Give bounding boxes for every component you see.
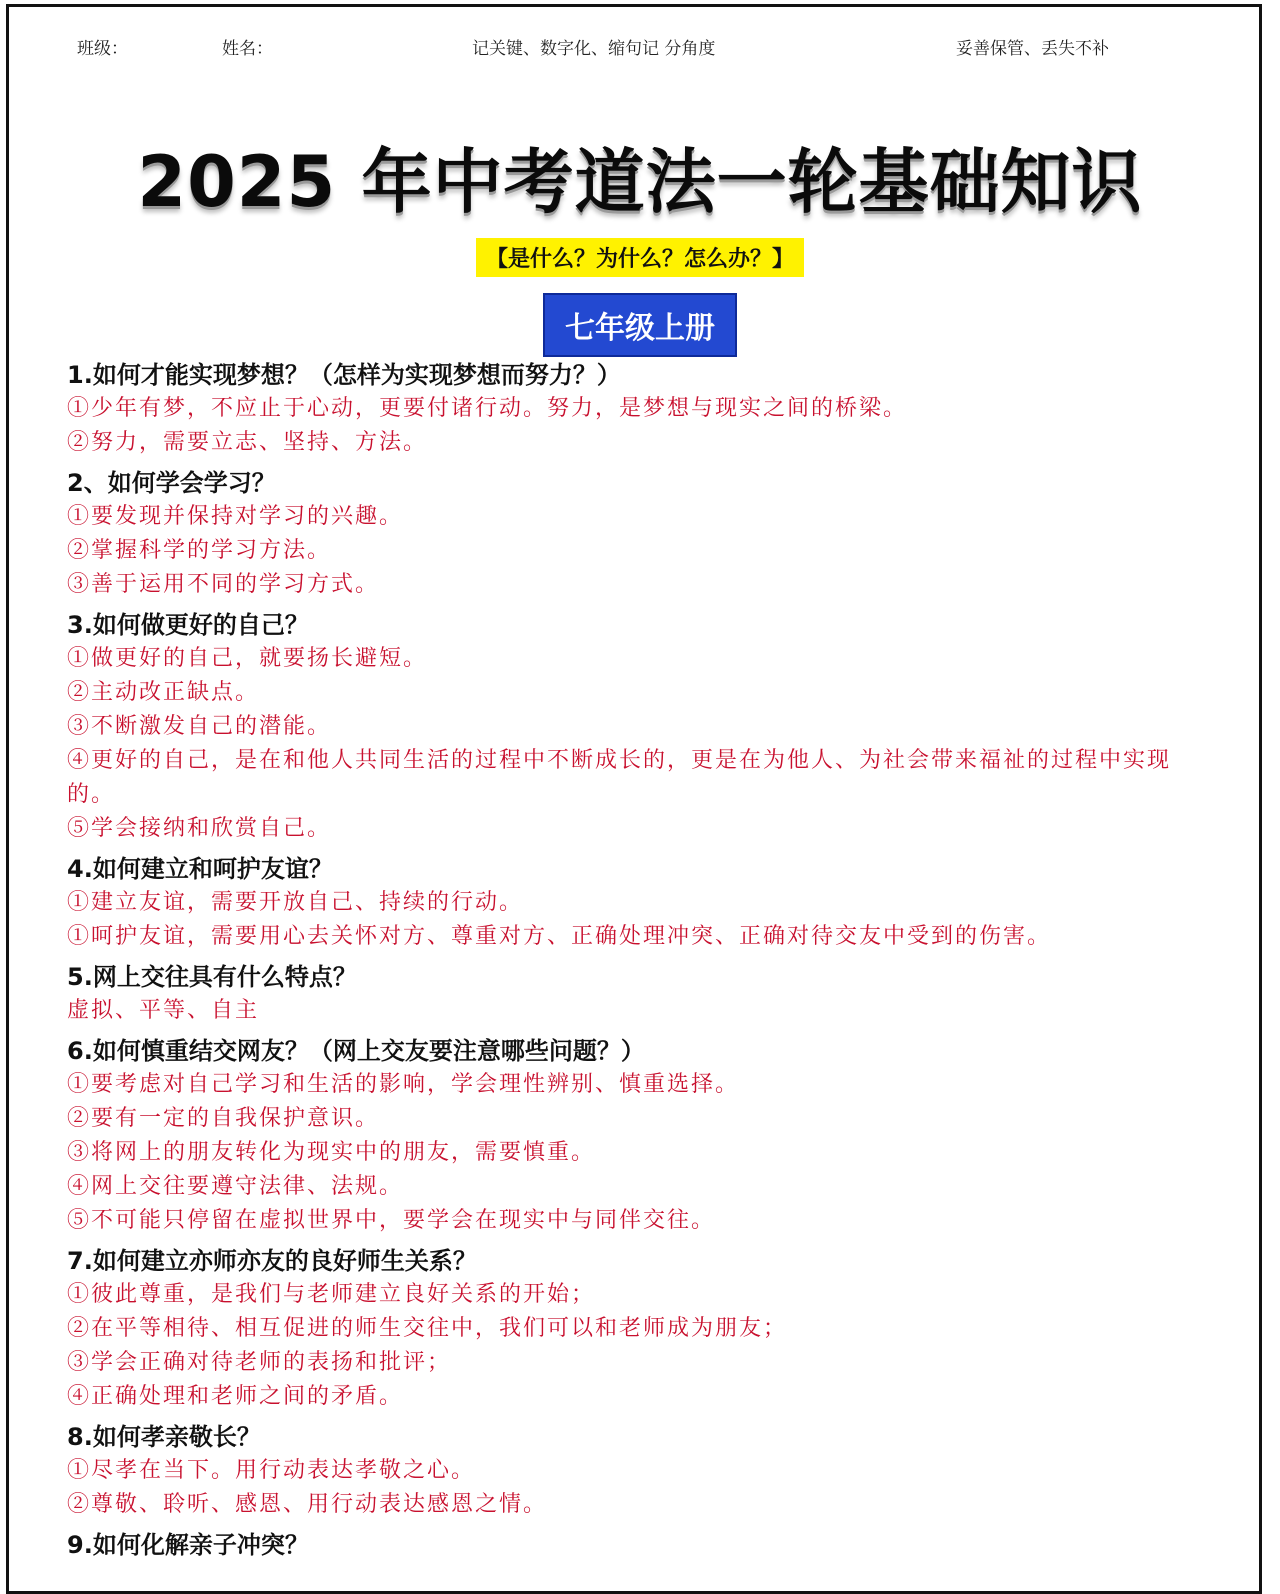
question-heading: 2、如何学会学习？ [67, 469, 276, 497]
question-type-banner: 【是什么？为什么？怎么办？】 [476, 238, 804, 277]
answer-line: ①要发现并保持对学习的兴趣。 [67, 504, 404, 529]
qa-block [67, 960, 1217, 1028]
answer-line: ①少年有梦，不应止于心动，更要付诸行动。努力，是梦想与现实之间的桥梁。 [67, 396, 908, 421]
answer-line: ②在平等相待、相互促进的师生交往中，我们可以和老师成为朋友； [67, 1316, 788, 1341]
answer-line: ①做更好的自己，就要扬长避短。 [67, 646, 428, 671]
qa-block [67, 1244, 1217, 1414]
answer-line: ②掌握科学的学习方法。 [67, 538, 332, 563]
question-heading: 9.如何化解亲子冲突？ [67, 1531, 309, 1559]
answer-line: ①呵护友谊，需要用心去关怀对方、尊重对方、正确处理冲突、正确对待交友中受到的伤害。 [67, 924, 1052, 949]
answer-line: ③不断激发自己的潜能。 [67, 714, 332, 739]
question-heading: 3.如何做更好的自己？ [67, 611, 309, 639]
qa-block [67, 852, 1217, 954]
answer-line: ①彼此尊重，是我们与老师建立良好关系的开始； [67, 1282, 596, 1307]
class-label: 班级： [77, 39, 128, 59]
grade-badge: 七年级上册 [543, 293, 737, 357]
qa-block [67, 358, 1217, 460]
answer-line: ③将网上的朋友转化为现实中的朋友，需要慎重。 [67, 1140, 596, 1165]
answer-line: ②主动改正缺点。 [67, 680, 260, 705]
question-heading: 1.如何才能实现梦想？（怎样为实现梦想而努力？） [67, 361, 621, 389]
answer-line: 虚拟、平等、自主 [67, 998, 260, 1023]
answer-line: ④正确处理和老师之间的矛盾。 [67, 1384, 404, 1409]
qa-block [67, 1420, 1217, 1522]
question-heading: 7.如何建立亦师亦友的良好师生关系？ [67, 1247, 477, 1275]
answer-line: ④网上交往要遵守法律、法规。 [67, 1174, 404, 1199]
answer-line: ②尊敬、聆听、感恩、用行动表达感恩之情。 [67, 1492, 548, 1517]
qa-block [67, 1034, 1217, 1238]
question-heading: 5.网上交往具有什么特点？ [67, 963, 357, 991]
answer-line: ③善于运用不同的学习方式。 [67, 572, 380, 597]
question-heading: 6.如何慎重结交网友？（网上交友要注意哪些问题？） [67, 1037, 645, 1065]
qa-block [67, 466, 1217, 602]
answer-line: ④更好的自己，是在和他人共同生活的过程中不断成长的，更是在为他人、为社会带来福祉的过程中实现的。 [67, 748, 1172, 807]
qa-block [67, 608, 1217, 846]
page-title: 2025 年中考道法一轮基础知识 [137, 141, 1143, 223]
answer-line: ⑤不可能只停留在虚拟世界中，要学会在现实中与同伴交往。 [67, 1208, 716, 1233]
name-label: 姓名： [222, 39, 273, 59]
answer-line: ①建立友谊，需要开放自己、持续的行动。 [67, 890, 524, 915]
question-heading: 4.如何建立和呵护友谊？ [67, 855, 333, 883]
answer-line: ②要有一定的自我保护意识。 [67, 1106, 380, 1131]
study-tip: 记关键、数字化、缩句记 分角度 [472, 39, 716, 59]
qa-block [67, 1528, 1217, 1562]
question-heading: 8.如何孝亲敬长？ [67, 1423, 261, 1451]
answer-line: ⑤学会接纳和欣赏自己。 [67, 816, 332, 841]
keep-safe-note: 妥善保管、丢失不补 [956, 39, 1109, 59]
qa-list [67, 352, 1217, 1562]
answer-line: ②努力，需要立志、坚持、方法。 [67, 430, 428, 455]
worksheet-header [0, 34, 1280, 58]
answer-line: ①尽孝在当下。用行动表达孝敬之心。 [67, 1458, 476, 1483]
answer-line: ③学会正确对待老师的表扬和批评； [67, 1350, 452, 1375]
answer-line: ①要考虑对自己学习和生活的影响，学会理性辨别、慎重选择。 [67, 1072, 740, 1097]
